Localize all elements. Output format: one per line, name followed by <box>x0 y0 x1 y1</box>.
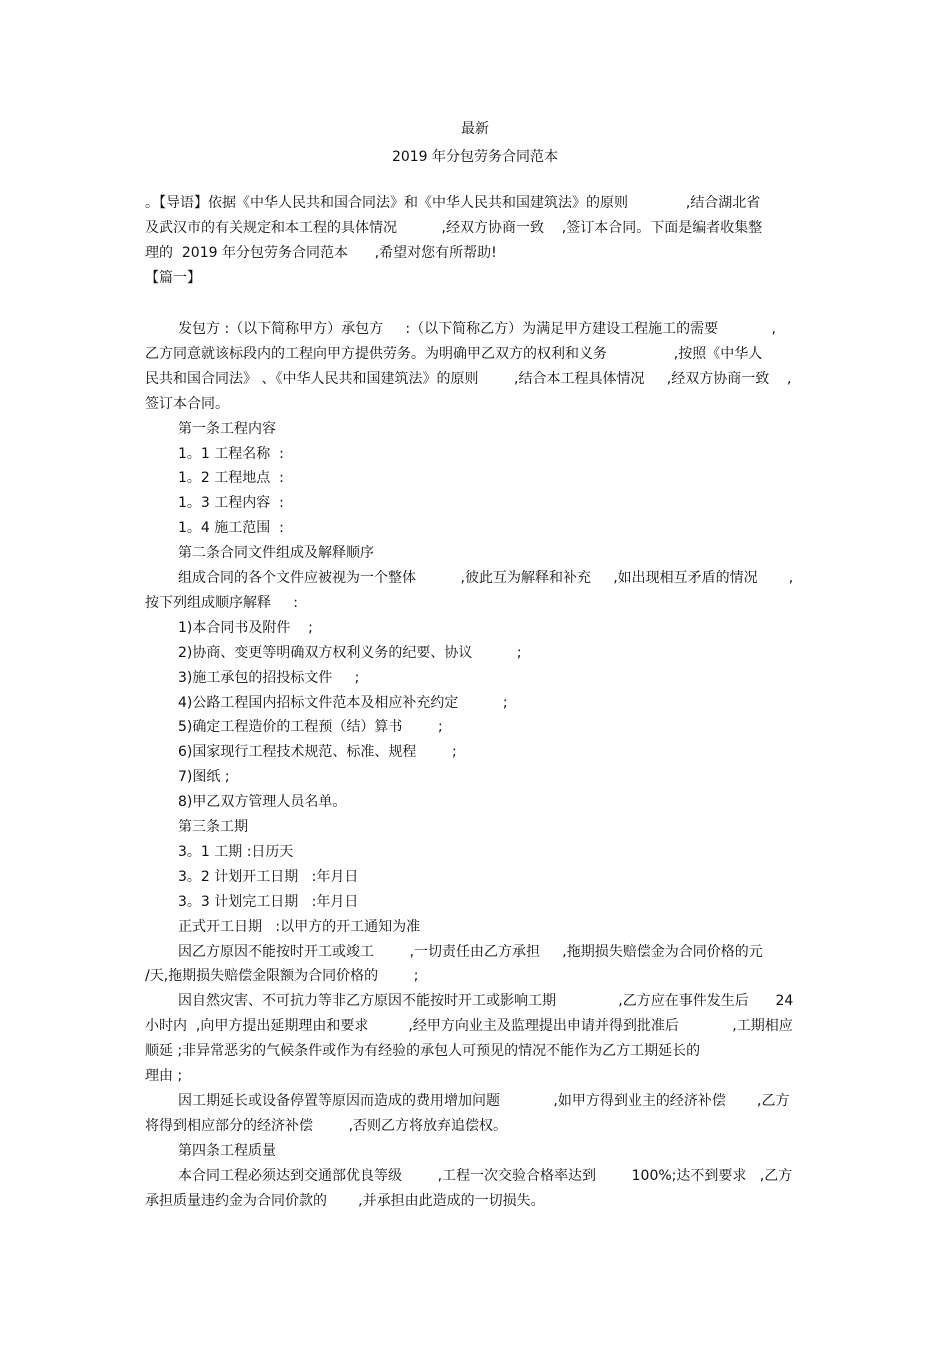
contract-line: 5)确定工程造价的工程预（结）算书 ; <box>178 719 443 735</box>
contract-line: 第二条合同文件组成及解释顺序 <box>178 545 374 561</box>
contract-line: 小时内 ,向甲方提出延期理由和要求 ,经甲方向业主及监理提出申请并得到批准后 ,工期相应 <box>145 1018 793 1034</box>
intro-line: 。【导语】依据《中华人民共和国合同法》和《中华人民共和国建筑法》的原则 ,结合湖北省 <box>145 195 761 211</box>
contract-line: 1。2 工程地点 : <box>178 470 284 486</box>
title-line-2: 2019 年分包劳务合同范本 <box>391 149 559 165</box>
contract-line: 理由 ; <box>145 1068 183 1084</box>
contract-line: 将得到相应部分的经济补偿 ,否则乙方将放弃追偿权。 <box>145 1118 508 1134</box>
contract-line: 顺延 ;非异常恶劣的气候条件或作为有经验的承包人可预见的情况不能作为乙方工期延长的 <box>145 1043 701 1059</box>
contract-line: 按下列组成顺序解释 : <box>145 595 298 611</box>
contract-line: 3。2 计划开工日期 :年月日 <box>178 869 359 885</box>
contract-line: 6)国家现行工程技术规范、标准、规程 ; <box>178 744 457 760</box>
contract-line: 承担质量违约金为合同价款的 ,并承担由此造成的一切损失。 <box>145 1193 545 1209</box>
contract-line: 正式开工日期 :以甲方的开工通知为准 <box>178 919 421 935</box>
contract-line: 签订本合同。 <box>145 396 229 412</box>
contract-line: 本合同工程必须达到交通部优良等级 ,工程一次交验合格率达到 100%;达不到要求 ,乙方 <box>178 1168 793 1184</box>
contract-line: 民共和国合同法》 、《中华人民共和国建筑法》的原则 ,结合本工程具体情况 ,经双方协商一致 , <box>145 371 792 387</box>
contract-line: 第三条工期 <box>178 819 248 835</box>
contract-line: 因工期延长或设备停置等原因而造成的费用增加问题 ,如甲方得到业主的经济补偿 ,乙方 <box>178 1093 790 1109</box>
contract-line: 乙方同意就该标段内的工程向甲方提供劳务。为明确甲乙双方的权利和义务 ,按照《中华人 <box>145 346 763 362</box>
contract-line: 因乙方原因不能按时开工或竣工 ,一切责任由乙方承担 ,拖期损失赔偿金为合同价格的元 <box>178 944 763 960</box>
contract-line: 1。4 施工范围 : <box>178 520 284 536</box>
contract-line: 第四条工程质量 <box>178 1143 276 1159</box>
contract-line: 2)协商、变更等明确双方权利义务的纪要、协议 ; <box>178 645 522 661</box>
contract-line: 1。1 工程名称 : <box>178 446 284 462</box>
contract-line: 3)施工承包的招投标文件 ; <box>178 670 360 686</box>
section-heading: 【篇一】 <box>145 270 201 286</box>
contract-line: 因自然灾害、不可抗力等非乙方原因不能按时开工或影响工期 ,乙方应在事件发生后 24 <box>178 993 794 1009</box>
contract-line: /天,拖期损失赔偿金限额为合同价格的 ; <box>145 968 419 984</box>
contract-line: 8)甲乙双方管理人员名单。 <box>178 794 347 810</box>
contract-line: 1。3 工程内容 : <box>178 495 284 511</box>
title-line-1: 最新 <box>461 121 489 137</box>
intro-line: 理的 2019 年分包劳务合同范本 ,希望对您有所帮助! <box>145 245 497 261</box>
intro-line: 及武汉市的有关规定和本工程的具体情况 ,经双方协商一致 ,签订本合同。下面是编者收集整 <box>145 220 763 236</box>
contract-line: 3。1 工期 :日历天 <box>178 844 294 860</box>
contract-line: 第一条工程内容 <box>178 421 276 437</box>
contract-line: 7)图纸 ; <box>178 769 230 785</box>
contract-line: 1)本合同书及附件 ; <box>178 620 313 636</box>
contract-line: 发包方 :（以下简称甲方）承包方 :（以下简称乙方）为满足甲方建设工程施工的需要 , <box>178 321 776 337</box>
contract-line: 4)公路工程国内招标文件范本及相应补充约定 ; <box>178 695 508 711</box>
contract-line: 组成合同的各个文件应被视为一个整体 ,彼此互为解释和补充 ,如出现相互矛盾的情况 , <box>178 570 794 586</box>
contract-line: 3。3 计划完工日期 :年月日 <box>178 894 359 910</box>
